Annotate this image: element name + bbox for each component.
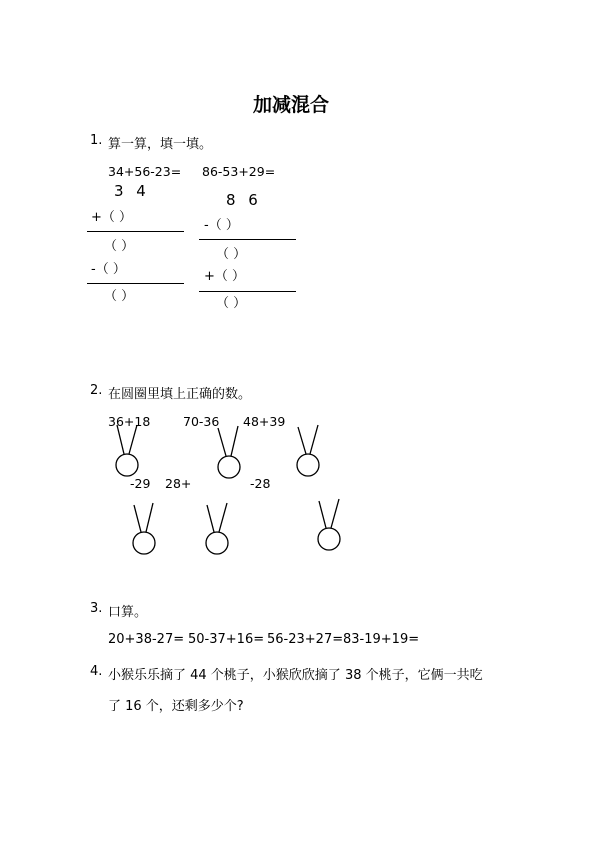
q3-number: 3. <box>90 601 103 616</box>
page-title: 加减混合 <box>253 94 330 116</box>
q1-number: 1. <box>90 133 103 148</box>
q2-number: 2. <box>90 383 103 398</box>
q2-label-2: 70-36 <box>183 414 220 429</box>
q3-problem-3: 56-23+27= <box>267 632 344 647</box>
q2-label-3: 48+39 <box>243 414 286 429</box>
q3-problem-1: 20+38-27= <box>108 632 185 647</box>
q1-right-result1[interactable]: （ ） <box>216 247 247 262</box>
q2-label-5: 28+ <box>165 476 192 491</box>
q1-right-op1[interactable]: -（ ） <box>204 218 239 233</box>
q2-circle-6[interactable] <box>318 499 340 550</box>
q1-left-result1[interactable]: （ ） <box>104 239 135 254</box>
q1-left-result2[interactable]: （ ） <box>104 289 135 304</box>
q1-left-equation: 34+56-23= <box>108 164 182 179</box>
q1-left-op1[interactable]: +（ ） <box>91 210 133 225</box>
q4-line-1: 小猴乐乐摘了 44 个桃子，小猴欣欣摘了 38 个桃子，它俩一共吃 <box>108 668 483 683</box>
q2-circle-5[interactable] <box>206 503 228 554</box>
q4-number: 4. <box>90 664 103 679</box>
q2-label-6: -28 <box>250 476 271 491</box>
q2-circle-4[interactable] <box>133 503 155 554</box>
q4-line-2: 了 16 个，还剩多少个? <box>108 699 244 714</box>
q1-left-start: 3 4 <box>114 182 150 200</box>
q2-label-1: 36+18 <box>108 414 151 429</box>
q2-label-4: -29 <box>130 476 151 491</box>
q2-circle-3[interactable] <box>297 425 319 476</box>
q1-right-result2[interactable]: （ ） <box>216 296 247 311</box>
q1-right-start: 8 6 <box>226 191 262 209</box>
q3-text: 口算。 <box>108 605 148 620</box>
q1-right-equation: 86-53+29= <box>202 164 276 179</box>
q1-right-op2[interactable]: +（ ） <box>204 269 246 284</box>
q2-circle-2[interactable] <box>218 426 240 478</box>
q3-problem-4: 83-19+19= <box>343 632 420 647</box>
q1-left-op2[interactable]: -（ ） <box>91 262 126 277</box>
q2-text: 在圆圈里填上正确的数。 <box>108 387 252 402</box>
q2-circle-1[interactable] <box>116 425 138 476</box>
q3-problem-2: 50-37+16= <box>188 632 265 647</box>
q1-text: 算一算，填一填。 <box>108 137 213 152</box>
